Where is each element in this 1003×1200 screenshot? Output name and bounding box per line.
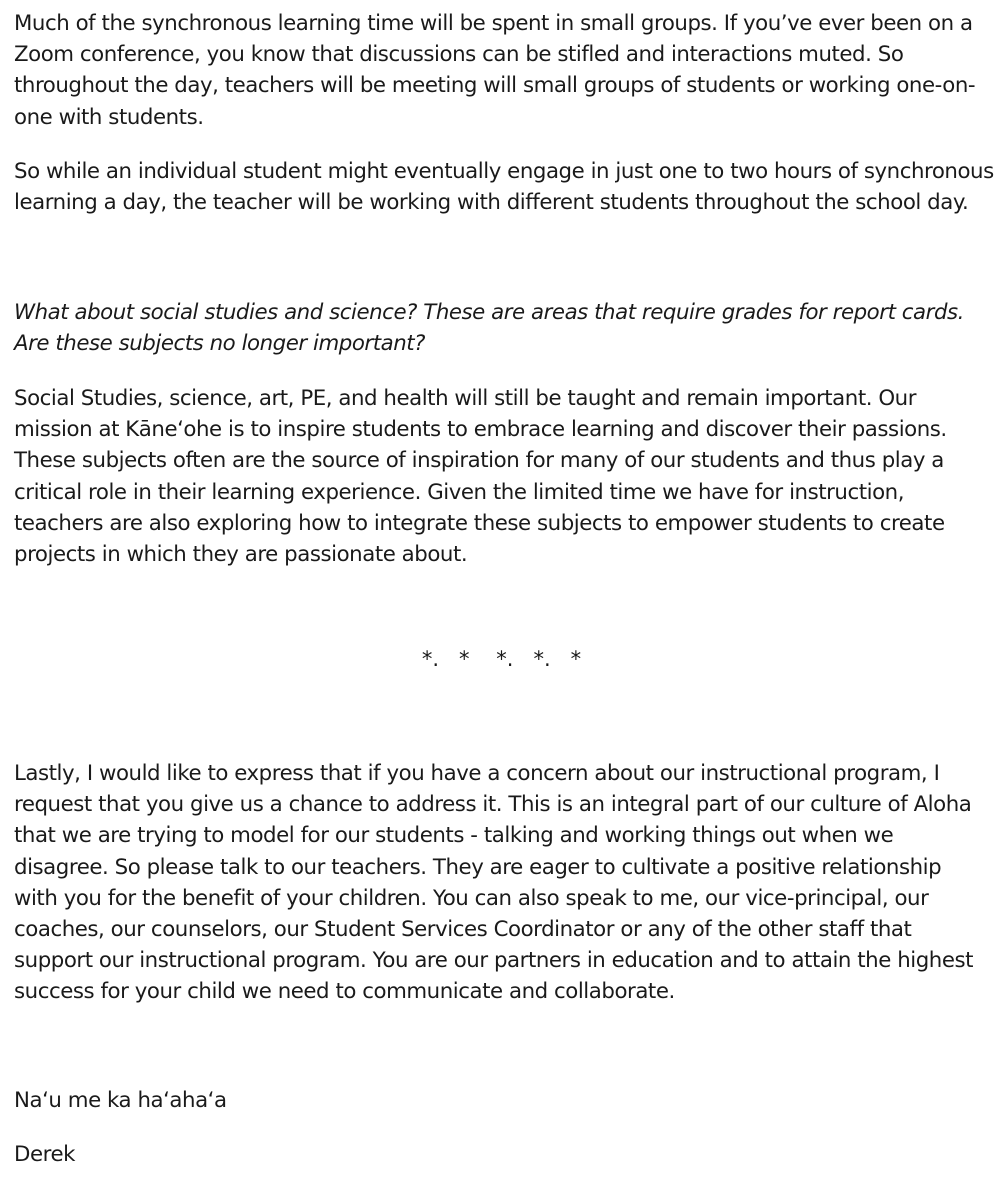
paragraph-subjects-importance: Social Studies, science, art, PE, and health will still be taught and remain important. Our mission at Kāneʻohe is to inspire students to embrace learning and discover their passions. These subjects often are the source of inspiration for many of our students and thus play a critical role in their learning experience. Given the limited time we have for instruction, teachers are also exploring how to integrate these subjects to empower students to create projects in which they are passionate about. xyxy=(14,386,947,568)
signature: Derek xyxy=(14,1142,75,1167)
paragraph-synchronous-hours: So while an individual student might eventually engage in just one to two hours of synchronous learning a day, the teacher will be working with different students throughout the school day. xyxy=(14,159,994,216)
question-social-studies-science: What about social studies and science? These are areas that require grades for report cards. Are these subjects no longer important? xyxy=(14,300,964,357)
paragraph-concerns: Lastly, I would like to express that if you have a concern about our instructional program, I request that you give us a chance to address it. This is an integral part of our culture of Aloha that we are trying to model for our students - talking and working things out when we disagree. So please talk to our teachers. They are eager to cultivate a positive relationship with you for the benefit of your children. You can also speak to me, our vice-principal, our coaches, our counselors, our Student Services Coordinator or any of the other staff that support our instructional program. You are our partners in education and to attain the highest success for your child we need to communicate and collaborate. xyxy=(14,761,974,1005)
closing-salutation: Naʻu me ka haʻahaʻa xyxy=(14,1088,227,1113)
section-divider: *. * *. *. * xyxy=(421,647,582,671)
paragraph-small-groups: Much of the synchronous learning time will be spent in small groups. If you’ve ever been on a Zoom conference, you know that discussions can be stifled and interactions muted. So throughout the day, teachers will be meeting will small groups of students or working one-on-one with students. xyxy=(14,11,976,130)
